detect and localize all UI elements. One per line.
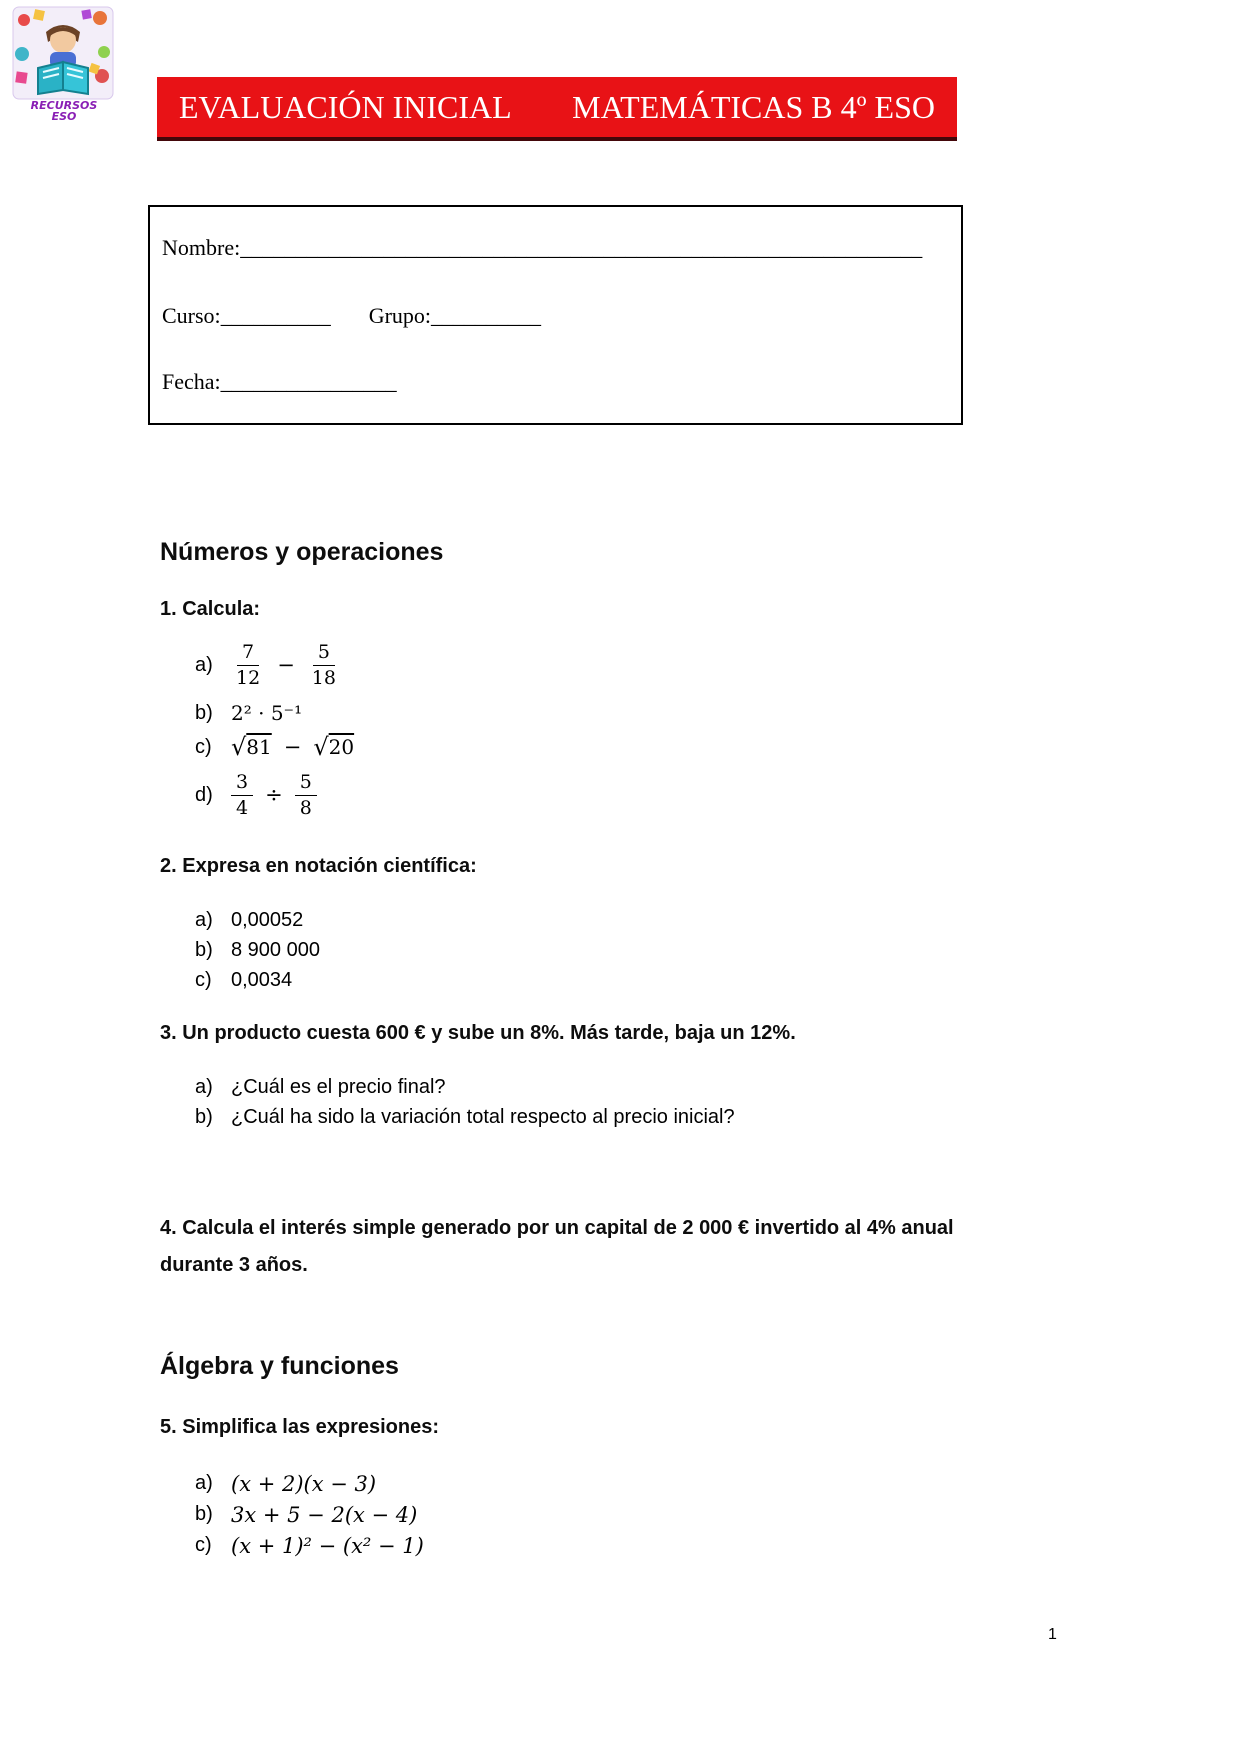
section-heading-numeros: Números y operaciones [160,538,444,566]
logo-icon [12,6,114,100]
q5-item-a-label: a) [195,1472,213,1494]
q2-item-c [195,965,320,995]
fecha-label: Fecha: [162,369,221,394]
q1-item-a-label: a) [195,653,213,676]
q2-item-c-value: 0,0034 [231,968,293,991]
question-3-items [195,1072,735,1132]
q3-item-b-text: ¿Cuál ha sido la variación total respecto al precio inicial? [231,1105,735,1128]
question-5-title: 5. Simplifica las expresiones: [160,1416,440,1438]
q2-item-b [195,935,320,965]
fraction-1-numerator: 7 [237,643,259,666]
fraction-2-denominator: 18 [311,666,336,689]
nombre-label: Nombre: [162,235,241,260]
q2-item-b-value: 8 900 000 [231,938,320,961]
q2-item-c-label: c) [195,968,212,991]
fraction-3 [231,770,253,819]
q1-item-d [195,766,354,824]
q1-item-d-label: d) [195,783,213,806]
q1-c-operator: − [283,735,302,759]
q2-item-a-label: a) [195,908,213,931]
q5-item-c [195,1530,424,1561]
q1-a-operator: − [277,653,295,677]
recursos-eso-logo [12,6,116,122]
curso-blank: __________ [220,303,331,328]
fraction-2-numerator: 5 [313,643,335,666]
radicand-2: 20 [328,735,355,759]
question-1-title: 1. Calcula: [160,598,261,620]
q2-item-b-label: b) [195,938,213,961]
grupo-label: Grupo: [368,303,432,328]
radical-sign-1: √ [231,733,247,761]
q1-b-expression: 2² · 5⁻¹ [231,701,303,725]
q1-d-operator: ÷ [265,783,283,807]
q1-item-b-label: b) [195,701,213,724]
banner-title-left: EVALUACIÓN INICIAL [179,88,512,125]
question-5-items [195,1468,424,1561]
question-3-title: 3. Un producto cuesta 600 € y sube un 8%. Más tarde, baja un 12%. [160,1022,796,1044]
banner-title-right: MATEMÁTICAS B 4º ESO [572,88,935,125]
q5-item-b-label: b) [195,1503,213,1525]
fraction-3-denominator: 4 [236,796,249,819]
q5-item-a [195,1468,424,1499]
fecha-line [162,369,397,395]
curso-label: Curso: [162,303,221,328]
question-4-title: 4. Calcula el interés simple generado por un capital de 2 000 € invertido al 4% anual durante 3 años. [160,1217,954,1276]
fecha-blank: ________________ [220,369,397,394]
q5-item-b [195,1499,424,1530]
radicand-1: 81 [246,735,272,759]
fraction-4 [295,770,317,819]
question-2-title: 2. Expresa en notación científica: [160,855,477,877]
fraction-1 [231,640,265,689]
fraction-3-numerator: 3 [231,773,253,796]
logo-text-line2: ESO [51,110,77,123]
fraction-1-denominator: 12 [236,666,261,689]
q5-item-c-expression: (x + 1)² − (x² − 1) [231,1533,424,1558]
nombre-line [162,235,922,261]
fraction-4-denominator: 8 [299,796,312,819]
page-number: 1 [1048,1626,1057,1643]
q3-item-b [195,1102,735,1132]
q3-item-a-text: ¿Cuál es el precio final? [231,1075,446,1098]
q1-item-b [195,698,354,728]
nombre-blank: ______________________________________________________________ [240,235,923,260]
q3-item-b-label: b) [195,1105,213,1128]
radical-sign-2: √ [313,733,329,761]
fraction-2 [307,640,341,689]
grupo-blank: __________ [431,303,542,328]
logo-text-line1: RECURSOS [30,99,98,112]
section-heading-algebra: Álgebra y funciones [160,1352,399,1380]
q2-item-a [195,905,320,935]
q5-item-c-label: c) [195,1534,212,1556]
question-1-items [195,636,354,828]
title-banner [157,77,957,141]
q3-item-a-label: a) [195,1075,213,1098]
q2-item-a-value: 0,00052 [231,908,304,931]
q1-item-c [195,732,354,762]
q5-item-b-expression: 3x + 5 − 2(x − 4) [231,1502,418,1527]
q1-item-a [195,636,354,694]
q5-item-a-expression: (x + 2)(x − 3) [231,1471,377,1496]
question-2-items [195,905,320,995]
curso-grupo-line [162,303,541,329]
q3-item-a [195,1072,735,1102]
q1-item-c-label: c) [195,735,212,758]
fraction-4-numerator: 5 [295,773,317,796]
student-info-box [148,205,963,425]
